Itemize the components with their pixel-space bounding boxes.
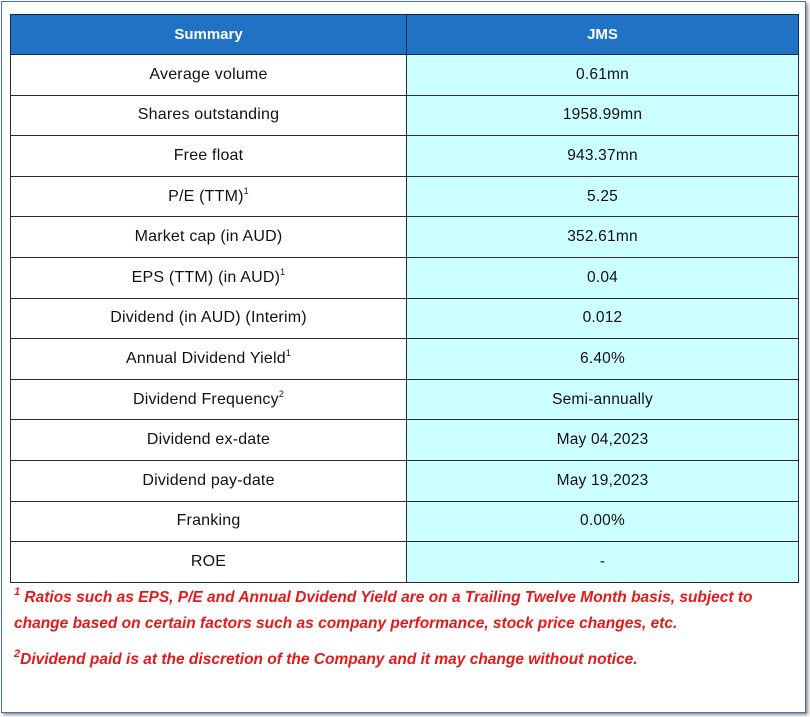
footnote-ref: 1 <box>243 185 249 196</box>
row-value: 352.61mn <box>407 217 799 258</box>
row-label-text: P/E (TTM) <box>168 187 244 205</box>
row-value: 6.40% <box>407 339 799 380</box>
table-row <box>11 257 799 298</box>
row-label <box>11 501 407 542</box>
row-label-text: Free float <box>173 146 244 164</box>
table-row <box>11 95 799 136</box>
row-value: May 19,2023 <box>407 460 799 501</box>
row-label-text: Dividend Frequency <box>132 390 279 408</box>
table-row <box>11 542 799 583</box>
row-label-text: Annual Dividend Yield <box>125 349 286 367</box>
header-summary: Summary <box>11 15 407 55</box>
table-row <box>11 176 799 217</box>
row-label-text: Shares outstanding <box>137 106 280 124</box>
row-label-text: Dividend ex-date <box>146 431 271 449</box>
table-row <box>11 217 799 258</box>
row-value: 943.37mn <box>407 136 799 177</box>
row-value: 0.012 <box>407 298 799 339</box>
row-label-text: Franking <box>176 512 241 530</box>
row-value: May 04,2023 <box>407 420 799 461</box>
row-label <box>11 217 407 258</box>
row-label-text: Dividend pay-date <box>142 471 275 489</box>
footnote-ref: 1 <box>285 347 292 358</box>
table-row <box>11 501 799 542</box>
footnote-text: Ratios such as EPS, P/E and Annual Dvidend Yield are on a Trailing Twelve Month basis, subject to change based on certain factors such as company performance, stock price changes, etc. <box>14 589 753 632</box>
row-label-text: ROE <box>190 552 227 570</box>
row-label <box>11 298 407 339</box>
row-value: 1958.99mn <box>407 95 799 136</box>
table-row <box>11 298 799 339</box>
table-row <box>11 420 799 461</box>
row-label-text: Market cap (in AUD) <box>134 228 283 246</box>
row-label <box>11 379 407 420</box>
table-row <box>11 460 799 501</box>
row-label-text: EPS (TTM) (in AUD) <box>131 268 281 286</box>
row-value: 0.61mn <box>407 55 799 96</box>
table-row <box>11 136 799 177</box>
row-label <box>11 55 407 96</box>
table-row <box>11 55 799 96</box>
footnote-text: Dividend paid is at the discretion of the Company and it may change without notice. <box>20 651 638 668</box>
summary-card <box>1 1 806 713</box>
row-label <box>11 420 407 461</box>
footnote-2 <box>14 647 794 673</box>
row-label <box>11 136 407 177</box>
footnote-1 <box>14 585 794 637</box>
row-label-text: Dividend (in AUD) (Interim) <box>110 309 307 327</box>
row-value: 5.25 <box>407 176 799 217</box>
header-ticker: JMS <box>407 15 799 55</box>
row-label <box>11 176 407 217</box>
row-value: 0.00% <box>407 501 799 542</box>
footnote-ref: 2 <box>278 388 285 399</box>
row-value: Semi-annually <box>407 379 799 420</box>
footnote-ref: 1 <box>280 266 286 277</box>
table-row <box>11 339 799 380</box>
row-label <box>11 95 407 136</box>
table-header-row <box>11 15 799 55</box>
footnotes <box>14 585 794 673</box>
row-label <box>11 339 407 380</box>
row-value: - <box>407 542 799 583</box>
footnote-marker: 1 <box>14 586 21 598</box>
row-label-text: Average volume <box>149 65 268 83</box>
row-label <box>11 542 407 583</box>
row-value: 0.04 <box>407 257 799 298</box>
summary-table <box>10 14 799 583</box>
footnote-marker: 2 <box>14 648 21 660</box>
table-row <box>11 379 799 420</box>
row-label <box>11 460 407 501</box>
row-label <box>11 257 407 298</box>
